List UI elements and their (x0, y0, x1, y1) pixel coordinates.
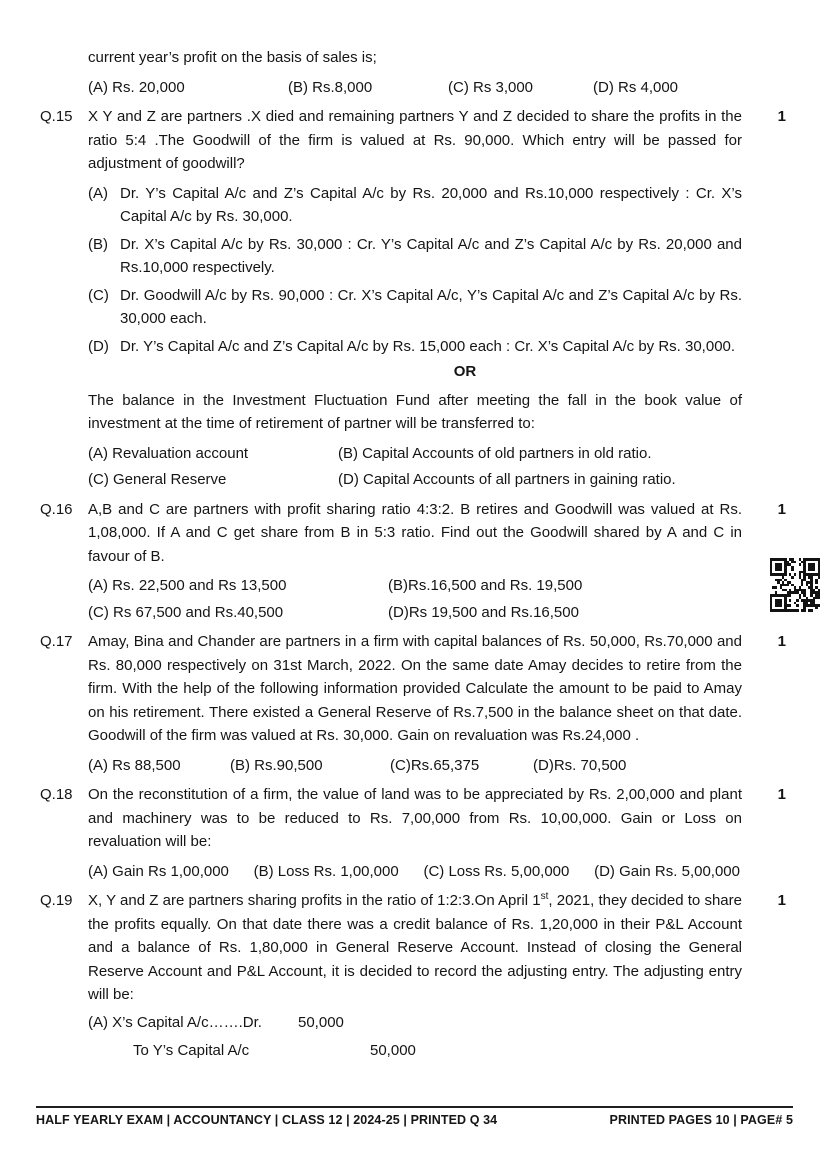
question-18-number: Q.18 (40, 786, 73, 803)
option-text: Dr. X’s Capital A/c by Rs. 30,000 : Cr. Y’s Capital A/c and Z’s Capital A/c by Rs. 20,000 and Rs.10,000 respectively. (120, 235, 742, 276)
question-16-text: A,B and C are partners with profit sharing ratio 4:3:2. B retires and Goodwill was valued at Rs. 1,08,000. If A and C get share from B in 5:3 ratio. Find out the Goodwill shared by A and C in favour of B. (88, 500, 742, 565)
or-question-text: The balance in the Investment Fluctuation Fund after meeting the fall in the book value of investment at the time of retirement of partner will be transferred to: (88, 391, 742, 432)
intro-option-d: (D) Rs 4,000 (593, 78, 679, 96)
question-18 (40, 783, 790, 883)
question-17-options-row (88, 754, 742, 778)
question-19-journal-credit-line (88, 1039, 742, 1063)
question-17-option-d: (D)Rs. 70,500 (533, 756, 627, 774)
question-16-option-c: (C) Rs 67,500 and Rs.40,500 (88, 603, 284, 621)
or-option-d: (D) Capital Accounts of all partners in gaining ratio. (338, 471, 676, 488)
or-option-a: (A) Revaluation account (88, 444, 249, 462)
question-16-option-a: (A) Rs. 22,500 and Rs 13,500 (88, 577, 287, 594)
question-17-marks: 1 (777, 633, 786, 650)
question-19 (40, 889, 790, 1063)
question-18-option-d: (D) Gain Rs. 5,00,000 (594, 862, 740, 880)
question-18-text: On the reconstitution of a firm, the value of land was to be appreciated by Rs. 2,00,000 and plant and machinery was to be reduced to Rs. 7,00,000 from Rs. 10,00,000. Gain or Loss on revaluation will be: (88, 786, 742, 850)
question-15-option-c (88, 284, 742, 331)
question-17-text: Amay, Bina and Chander are partners in a firm with capital balances of Rs. 50,000, Rs.70,000 and Rs. 80,000 respectively on 31st March, 2022. On the same date Amay decides to retire from the firm. With the help of the following information provided Calculate the amount to be paid to Amay on his retirement. There existed a General Reserve of Rs.7,500 in the balance sheet on that date. Goodwill of the firm was valued at Rs. 30,000. Gain on revaluation was Rs.24,000 . (88, 633, 742, 744)
or-option-c: (C) General Reserve (88, 471, 227, 488)
question-15-number: Q.15 (40, 108, 73, 125)
intro-option-b: (B) Rs.8,000 (288, 78, 373, 96)
debit-account-text: (A) X’s Capital A/c…….Dr. (88, 1013, 262, 1031)
question-16-number: Q.16 (40, 500, 73, 518)
debit-amount: 50,000 (298, 1013, 344, 1031)
option-text: Dr. Goodwill A/c by Rs. 90,000 : Cr. X’s Capital A/c, Y’s Capital A/c and Z’s Capital A/c by Rs. 30,000 each. (120, 286, 742, 327)
credit-account-text: To Y’s Capital A/c (133, 1042, 250, 1059)
or-option-b: (B) Capital Accounts of old partners in old ratio. (338, 444, 652, 462)
intro-row (40, 46, 790, 70)
intro-options-row (40, 74, 790, 100)
question-16-option-d: (D)Rs 19,500 and Rs.16,500 (388, 603, 579, 621)
question-18-option-a: (A) Gain Rs 1,00,000 (88, 862, 229, 880)
question-17-number: Q.17 (40, 633, 73, 650)
question-16-options-row-2 (88, 601, 742, 625)
option-label: (C) (88, 286, 109, 304)
question-17-option-c: (C)Rs.65,375 (390, 756, 480, 774)
question-18-option-b: (B) Loss Rs. 1,00,000 (253, 862, 399, 880)
option-text: Dr. Y’s Capital A/c and Z’s Capital A/c by Rs. 20,000 and Rs.10,000 respectively : Cr. X’s Capital A/c by Rs. 30,000. (120, 184, 742, 225)
question-19-marks: 1 (777, 892, 786, 909)
option-label: (A) (88, 184, 108, 202)
intro-text: current year’s profit on the basis of sales is; (88, 49, 377, 66)
footer-exam-info: HALF YEARLY EXAM | ACCOUNTANCY | CLASS 12 | 2024-25 | PRINTED Q 34 (36, 1113, 498, 1127)
question-19-text (88, 889, 742, 1007)
question-19-text-before: X, Y and Z are partners sharing profits in the ratio of 1:2:3.On April 1 (88, 892, 541, 909)
question-19-text-after: , 2021, they decided to share the profits equally. On that date there was a credit balance of Rs. 1,20,000 in their P&L Account and a balance of Rs. 1,80,000 in General Reserve Account. Instead of closing the General Reserve Account and P&L Account, it is decided to record the adjusting entry. The adjusting entry will be: (88, 892, 742, 1003)
question-18-option-c: (C) Loss Rs. 5,00,000 (423, 862, 570, 880)
qr-code (770, 558, 820, 612)
or-options-row-1 (88, 442, 790, 466)
option-label: (B) (88, 235, 108, 253)
page-content (40, 42, 790, 1063)
question-18-options-row (88, 860, 740, 884)
or-options-row-2 (88, 468, 790, 492)
question-15-option-d (88, 335, 742, 359)
question-17-option-a: (A) Rs 88,500 (88, 756, 181, 774)
question-15-marks: 1 (777, 108, 786, 125)
question-17 (40, 630, 790, 777)
intro-option-c: (C) Rs 3,000 (448, 78, 534, 96)
footer-page-info: PRINTED PAGES 10 | PAGE# 5 (609, 1113, 793, 1127)
question-15-option-b (88, 233, 742, 280)
or-heading: OR (453, 363, 477, 380)
option-text: Dr. Y’s Capital A/c and Z’s Capital A/c by Rs. 15,000 each : Cr. X’s Capital A/c by Rs. 30,000. (120, 337, 736, 355)
question-15 (40, 105, 790, 358)
question-17-option-b: (B) Rs.90,500 (230, 756, 323, 774)
question-16-option-b: (B)Rs.16,500 and Rs. 19,500 (388, 577, 583, 594)
question-19-number: Q.19 (40, 892, 73, 909)
page-footer (36, 1106, 793, 1128)
question-16 (40, 498, 790, 625)
question-19-ordinal-superscript: st (540, 891, 549, 902)
question-16-options-row-1 (88, 574, 742, 598)
question-16-marks: 1 (777, 500, 786, 518)
intro-option-a: (A) Rs. 20,000 (88, 78, 185, 96)
question-18-marks: 1 (777, 786, 786, 803)
question-15-text: X Y and Z are partners .X died and remaining partners Y and Z decided to share the profits in the ratio 5:4 .The Goodwill of the firm is valued at Rs. 90,000. Which entry will be passed for adjustment of goodwill? (88, 108, 742, 172)
question-15-option-a (88, 182, 742, 229)
credit-amount: 50,000 (370, 1042, 416, 1059)
option-label: (D) (88, 337, 109, 355)
question-19-journal-debit-line (88, 1011, 742, 1035)
